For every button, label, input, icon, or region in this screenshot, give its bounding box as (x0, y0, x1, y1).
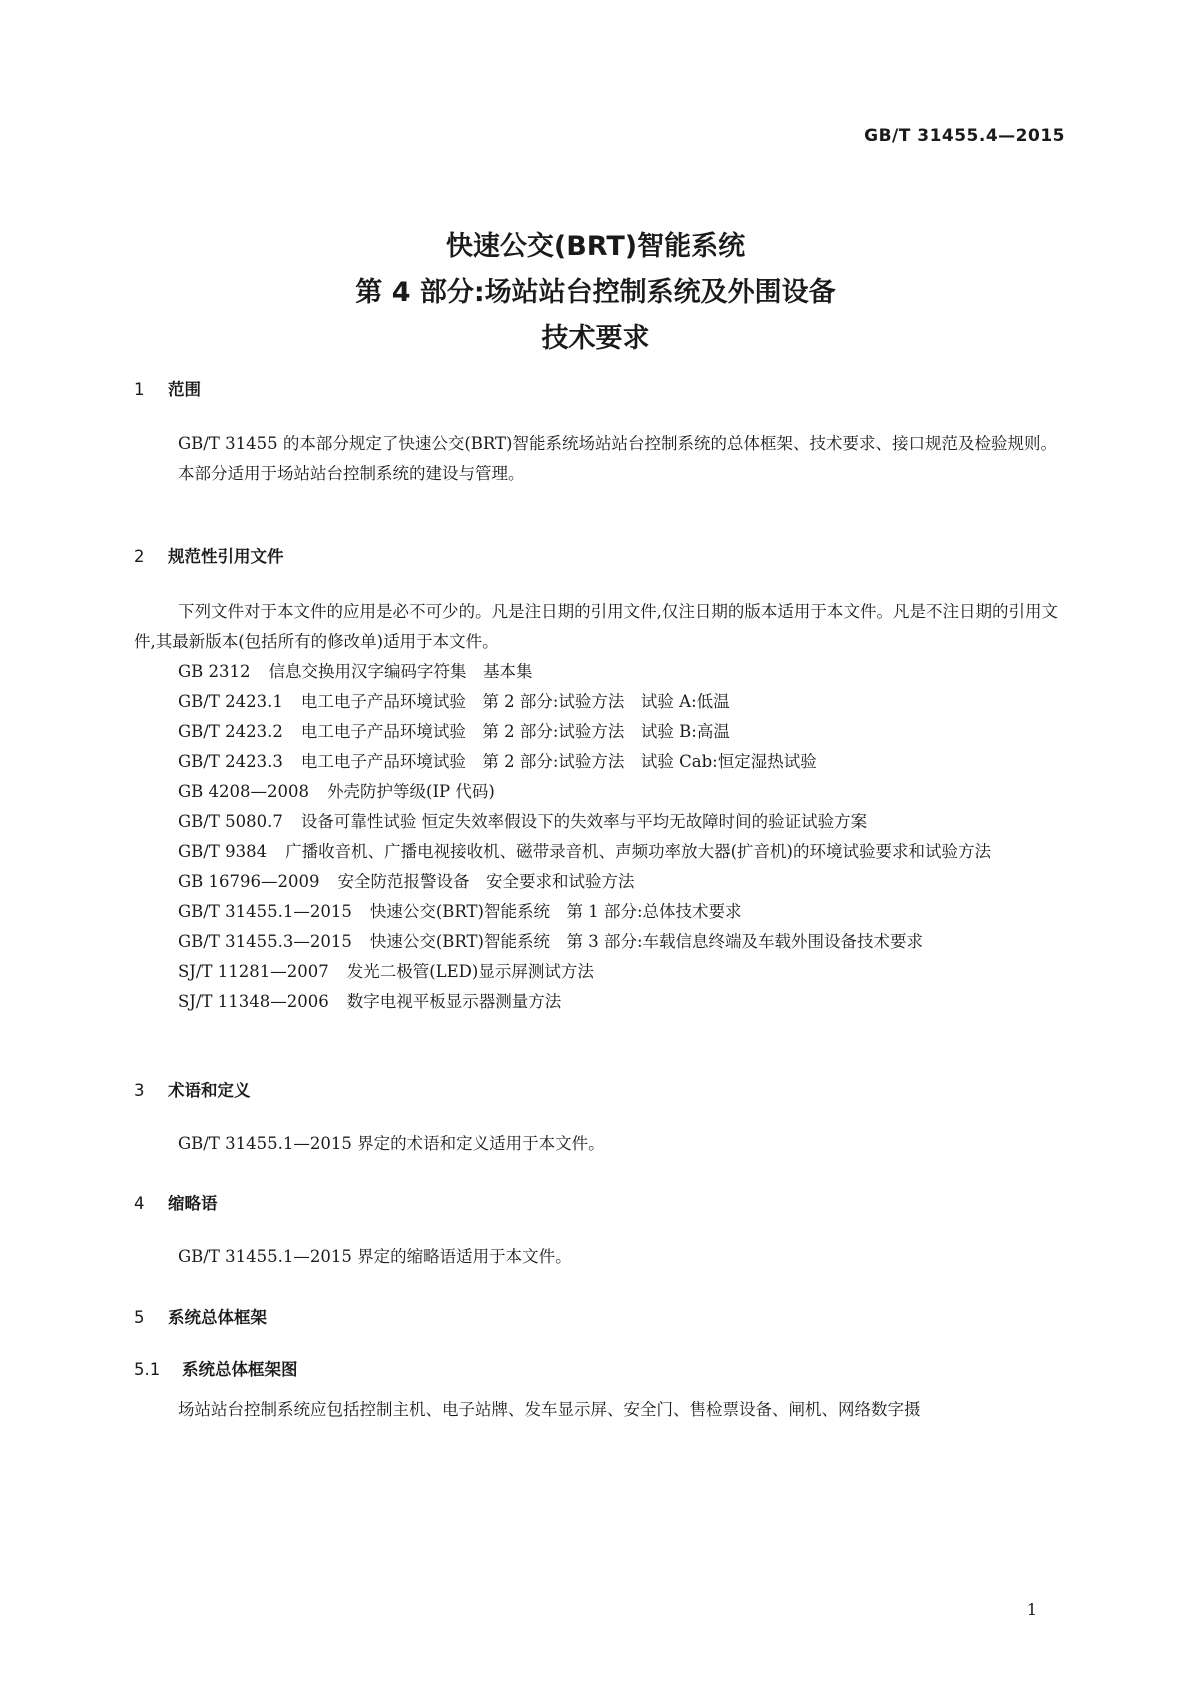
reference-title: 快速公交(BRT)智能系统 第 3 部分:车载信息终端及车载外围设备技术要求 (369, 932, 924, 951)
section-5-1-body (134, 1395, 1058, 1425)
section-4-body (134, 1242, 1058, 1272)
reference-code: GB/T 2423.1 (178, 692, 283, 711)
reference-title: 电工电子产品环境试验 第 2 部分:试验方法 试验 B:高温 (300, 722, 730, 741)
reference-code: GB/T 2423.3 (178, 752, 283, 771)
reference-item (134, 657, 1058, 687)
section-title: 规范性引用文件 (168, 547, 284, 566)
reference-item (134, 777, 1058, 807)
reference-code: SJ/T 11281—2007 (178, 962, 329, 981)
reference-title: 电工电子产品环境试验 第 2 部分:试验方法 试验 A:低温 (300, 692, 730, 711)
reference-item (134, 957, 1058, 987)
section-number: 5 (134, 1308, 145, 1327)
reference-item (134, 687, 1058, 717)
reference-title: 数字电视平板显示器测量方法 (346, 992, 562, 1011)
reference-title: 信息交换用汉字编码字符集 基本集 (268, 662, 533, 681)
section-title: 系统总体框架 (168, 1308, 267, 1327)
section-number: 1 (134, 380, 145, 399)
reference-item (134, 837, 1058, 867)
reference-item (134, 927, 1058, 957)
section-number: 2 (134, 547, 145, 566)
document-title (0, 224, 1191, 362)
section-1-body (134, 429, 1058, 489)
reference-item (134, 717, 1058, 747)
page-number: 1 (1026, 1600, 1037, 1619)
reference-code: GB 16796—2009 (178, 872, 320, 891)
reference-code: GB/T 5080.7 (178, 812, 283, 831)
reference-item (134, 807, 1058, 837)
paragraph: 场站站台控制系统应包括控制主机、电子站牌、发车显示屏、安全门、售检票设备、闸机、网络数字摄 (178, 1400, 921, 1419)
reference-title: 设备可靠性试验 恒定失效率假设下的失效率与平均无故障时间的验证试验方案 (300, 812, 868, 831)
reference-item (134, 897, 1058, 927)
section-5-1-heading (134, 1356, 298, 1380)
standard-code: GB/T 31455.4—2015 (864, 126, 1065, 146)
reference-item (134, 747, 1058, 777)
section-title: 缩略语 (168, 1194, 218, 1213)
reference-title: 安全防范报警设备 安全要求和试验方法 (337, 872, 635, 891)
reference-title: 广播收音机、广播电视接收机、磁带录音机、声频功率放大器(扩音机)的环境试验要求和试验方法 (285, 842, 991, 861)
title-line-1: 快速公交(BRT)智能系统 (445, 231, 746, 262)
paragraph: GB/T 31455.1—2015 界定的术语和定义适用于本文件。 (178, 1134, 605, 1153)
reference-title: 发光二极管(LED)显示屏测试方法 (346, 962, 594, 981)
section-1-heading (134, 376, 201, 400)
reference-title: 快速公交(BRT)智能系统 第 1 部分:总体技术要求 (369, 902, 742, 921)
title-line-2: 第 4 部分:场站站台控制系统及外围设备 (355, 277, 836, 308)
reference-code: GB/T 9384 (178, 842, 268, 861)
reference-code: GB 4208—2008 (178, 782, 310, 801)
paragraph: 本部分适用于场站站台控制系统的建设与管理。 (178, 464, 525, 483)
section-4-heading (134, 1190, 218, 1214)
reference-code: GB/T 2423.2 (178, 722, 283, 741)
paragraph: 下列文件对于本文件的应用是必不可少的。凡是注日期的引用文件,仅注日期的版本适用于本文件。凡是不注日期的引用文件,其最新版本(包括所有的修改单)适用于本文件。 (134, 602, 1058, 651)
reference-code: GB/T 31455.1—2015 (178, 902, 352, 921)
section-2-body (134, 597, 1058, 1017)
reference-title: 外壳防护等级(IP 代码) (327, 782, 495, 801)
section-3-heading (134, 1077, 251, 1101)
section-3-body (134, 1129, 1058, 1159)
section-title: 系统总体框架图 (182, 1360, 298, 1379)
reference-code: GB 2312 (178, 662, 251, 681)
reference-item (134, 987, 1058, 1017)
section-title: 范围 (168, 380, 201, 399)
section-number: 5.1 (134, 1360, 161, 1379)
reference-title: 电工电子产品环境试验 第 2 部分:试验方法 试验 Cab:恒定湿热试验 (300, 752, 817, 771)
paragraph: GB/T 31455 的本部分规定了快速公交(BRT)智能系统场站站台控制系统的总体框架、技术要求、接口规范及检验规则。 (178, 434, 1057, 453)
section-number: 3 (134, 1081, 145, 1100)
reference-item (134, 867, 1058, 897)
reference-code: GB/T 31455.3—2015 (178, 932, 352, 951)
section-number: 4 (134, 1194, 145, 1213)
reference-code: SJ/T 11348—2006 (178, 992, 329, 1011)
section-title: 术语和定义 (168, 1081, 251, 1100)
section-2-heading (134, 543, 284, 567)
section-5-heading (134, 1304, 267, 1328)
title-line-3: 技术要求 (541, 323, 650, 354)
paragraph: GB/T 31455.1—2015 界定的缩略语适用于本文件。 (178, 1247, 572, 1266)
